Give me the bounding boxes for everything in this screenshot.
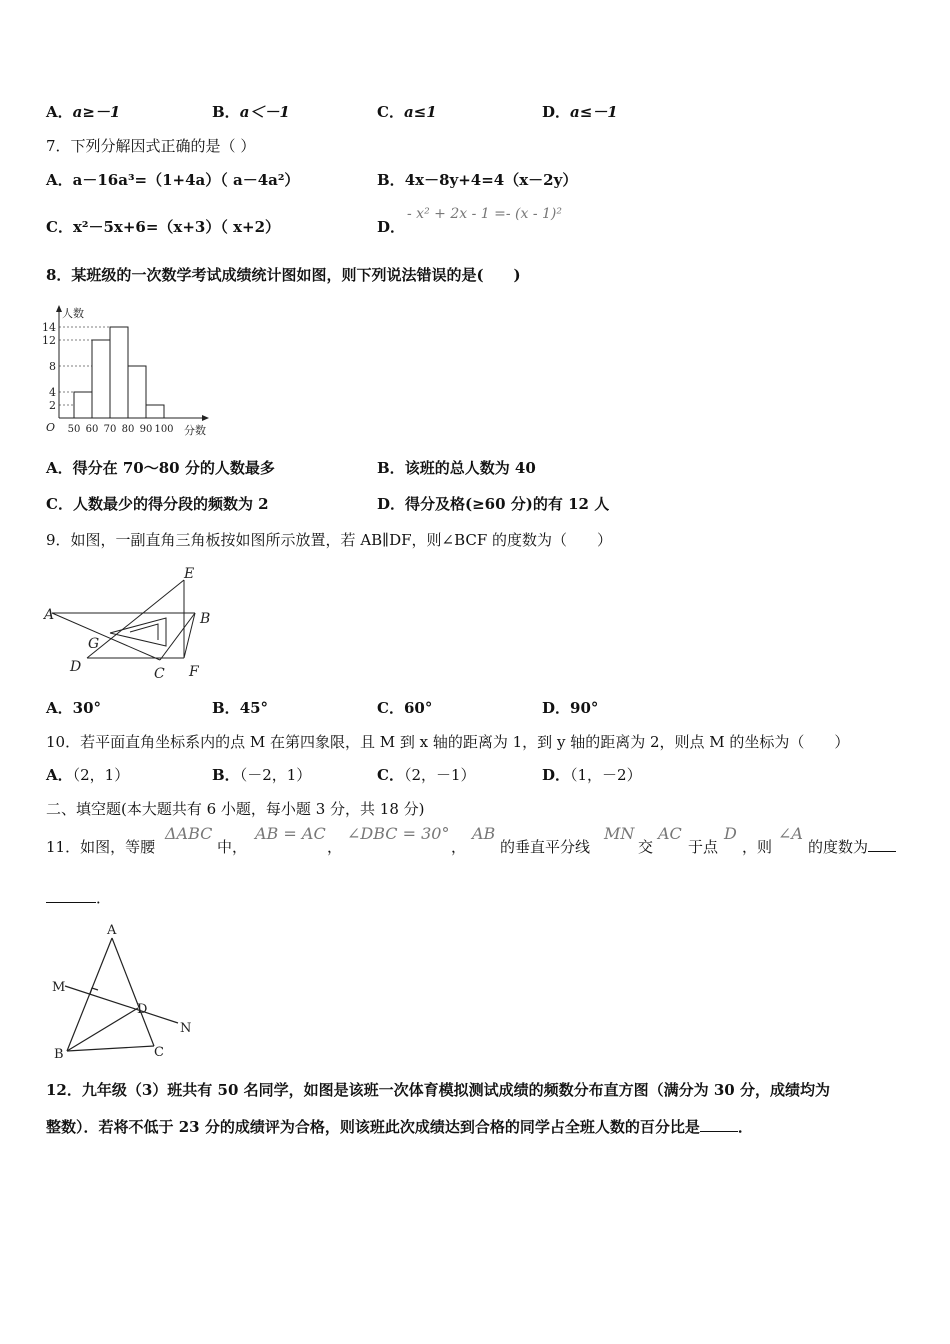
chart-xtick-70: 70 <box>103 424 117 435</box>
q11-math-angle-dbc: ∠DBC = 30° <box>347 824 450 843</box>
q11-text-5: 交 <box>638 838 654 856</box>
q9-label-f: F <box>189 664 199 680</box>
q7-option-c: C．x²－5x+6=（x+3）（ x+2） <box>46 218 281 236</box>
q11-math-triangle: ΔABC <box>165 824 213 843</box>
chart-ytick-14: 14 <box>42 321 56 334</box>
q9-triangle-figure <box>40 562 230 686</box>
q8-option-c: C．人数最少的得分段的频数为 2 <box>46 495 269 513</box>
q9-line-a-c <box>52 613 160 660</box>
q11-text-1: 中， <box>217 838 248 856</box>
q12-line-2: 整数）．若将不低于 23 分的成绩评为合格，则该班此次成绩达到合格的同学占全班人数的百分比是 ． <box>46 1118 753 1136</box>
q9-option-a: A．30° <box>46 699 102 717</box>
q11-math-angle-a: ∠A <box>778 824 803 843</box>
q11-num: 11．如图，等腰 <box>46 838 156 856</box>
chart-ytick-8: 8 <box>49 360 56 373</box>
q11-text-2: ， <box>327 838 343 856</box>
chart-xtick-100: 100 <box>154 424 174 435</box>
q11-answer-blank-1[interactable] <box>868 837 896 852</box>
q11-side-ac <box>112 938 154 1046</box>
chart-xtick-50: 50 <box>67 424 81 435</box>
q8-option-a: A．得分在 70～80 分的人数最多 <box>46 459 275 477</box>
q9-label-a: A <box>44 607 55 623</box>
q6-option-c: C．a≤1 <box>377 103 437 121</box>
q7-option-d-formula: - x² + 2x - 1 =- (x - 1)² <box>407 206 562 222</box>
q9-option-b: B．45° <box>212 699 269 717</box>
q11-text-7: ，则 <box>742 838 773 856</box>
chart-xtick-80: 80 <box>121 424 135 435</box>
chart-ytick-12: 12 <box>42 334 56 347</box>
q11-answer-blank-2[interactable] <box>46 888 96 903</box>
q9-label-d: D <box>70 659 82 675</box>
q9-option-d: D．90° <box>542 699 599 717</box>
q7-option-d-label: D． <box>377 218 406 236</box>
q11-answer-line: ． <box>46 888 111 908</box>
chart-bar-80-90 <box>128 366 146 418</box>
q11-label-a: A <box>107 923 117 938</box>
q10-option-a: A．（2，1） <box>46 766 130 784</box>
q9-label-b: B <box>200 611 211 627</box>
q11-text-3: ， <box>451 838 467 856</box>
chart-ytick-4: 4 <box>49 386 56 399</box>
q10-option-b: B．（－2，1） <box>212 766 312 784</box>
histogram-chart <box>40 302 220 442</box>
q6-option-a: A．a≥－1 <box>46 103 121 121</box>
q6-option-b: B．a＜－1 <box>212 103 290 121</box>
q7-stem: 7．下列分解因式正确的是（ ） <box>46 137 256 155</box>
q12-line-1: 12．九年级（3）班共有 50 名同学，如图是该班一次体育模拟测试成绩的频数分布直方图（满分为 30 分，成绩均为 <box>46 1081 830 1099</box>
chart-origin: O <box>46 421 56 434</box>
chart-ytick-2: 2 <box>49 399 56 412</box>
chart-xtick-60: 60 <box>85 424 99 435</box>
q11-label-n: N <box>180 1021 192 1036</box>
chart-bar-50-60 <box>74 392 92 418</box>
q7-option-a: A．a－16a³=（1+4a）（ a－4a²） <box>46 171 300 189</box>
q11-label-m: M <box>52 980 66 995</box>
q11-triangle-figure <box>46 918 206 1064</box>
chart-xlabel: 分数 <box>184 424 206 437</box>
q11-text-4: 的垂直平分线 <box>500 838 591 856</box>
q11-side-bc <box>67 1046 154 1051</box>
q7-option-b: B．4x－8y+4=4（x－2y） <box>377 171 578 189</box>
q11-math-ac: AC <box>658 824 682 843</box>
chart-ylabel: 人数 <box>62 307 84 320</box>
q11-math-ab-ac: AB = AC <box>255 824 326 843</box>
q11-label-c: C <box>154 1045 164 1060</box>
section-2-heading: 二、填空题(本大题共有 6 小题，每小题 3 分，共 18 分) <box>46 800 425 818</box>
q9-label-e: E <box>184 566 195 582</box>
chart-bar-90-100 <box>146 405 164 418</box>
q8-stem: 8．某班级的一次数学考试成绩统计图如图，则下列说法错误的是( ) <box>46 266 521 284</box>
q11-text-8: 的度数为 <box>808 837 896 857</box>
q10-option-c: C．（2，－1） <box>377 766 476 784</box>
q10-option-d: D．（1，－2） <box>542 766 642 784</box>
chart-bar-70-80 <box>110 327 128 418</box>
q6-option-d: D．a≤－1 <box>542 103 618 121</box>
q11-math-mn: MN <box>604 824 635 843</box>
q12-answer-blank[interactable] <box>700 1117 738 1132</box>
q11-label-d: D <box>137 1002 148 1017</box>
q11-math-ab: AB <box>472 824 496 843</box>
q11-label-b: B <box>54 1047 64 1062</box>
q10-stem: 10．若平面直角坐标系内的点 M 在第四象限，且 M 到 x 轴的距离为 1，到 y 轴的距离为 2，则点 M 的坐标为（ ） <box>46 733 850 751</box>
chart-x-arrow <box>202 415 209 421</box>
q8-option-b: B．该班的总人数为 40 <box>377 459 536 477</box>
q11-text-6: 于点 <box>688 838 719 856</box>
q11-math-d: D <box>724 824 737 843</box>
chart-xtick-90: 90 <box>139 424 153 435</box>
q9-stem: 9．如图，一副直角三角板按如图所示放置，若 AB∥DF，则∠BCF 的度数为（ ） <box>46 531 613 549</box>
q9-label-g: G <box>88 636 100 652</box>
chart-bar-60-70 <box>92 340 110 418</box>
q9-option-c: C．60° <box>377 699 433 717</box>
q9-label-c: C <box>154 666 165 682</box>
q9-line-e-d <box>87 580 184 658</box>
q8-option-d: D．得分及格(≥60 分)的有 12 人 <box>377 495 610 513</box>
q11-right-angle-mark <box>90 988 98 994</box>
q11-segment-bd <box>67 1008 138 1051</box>
